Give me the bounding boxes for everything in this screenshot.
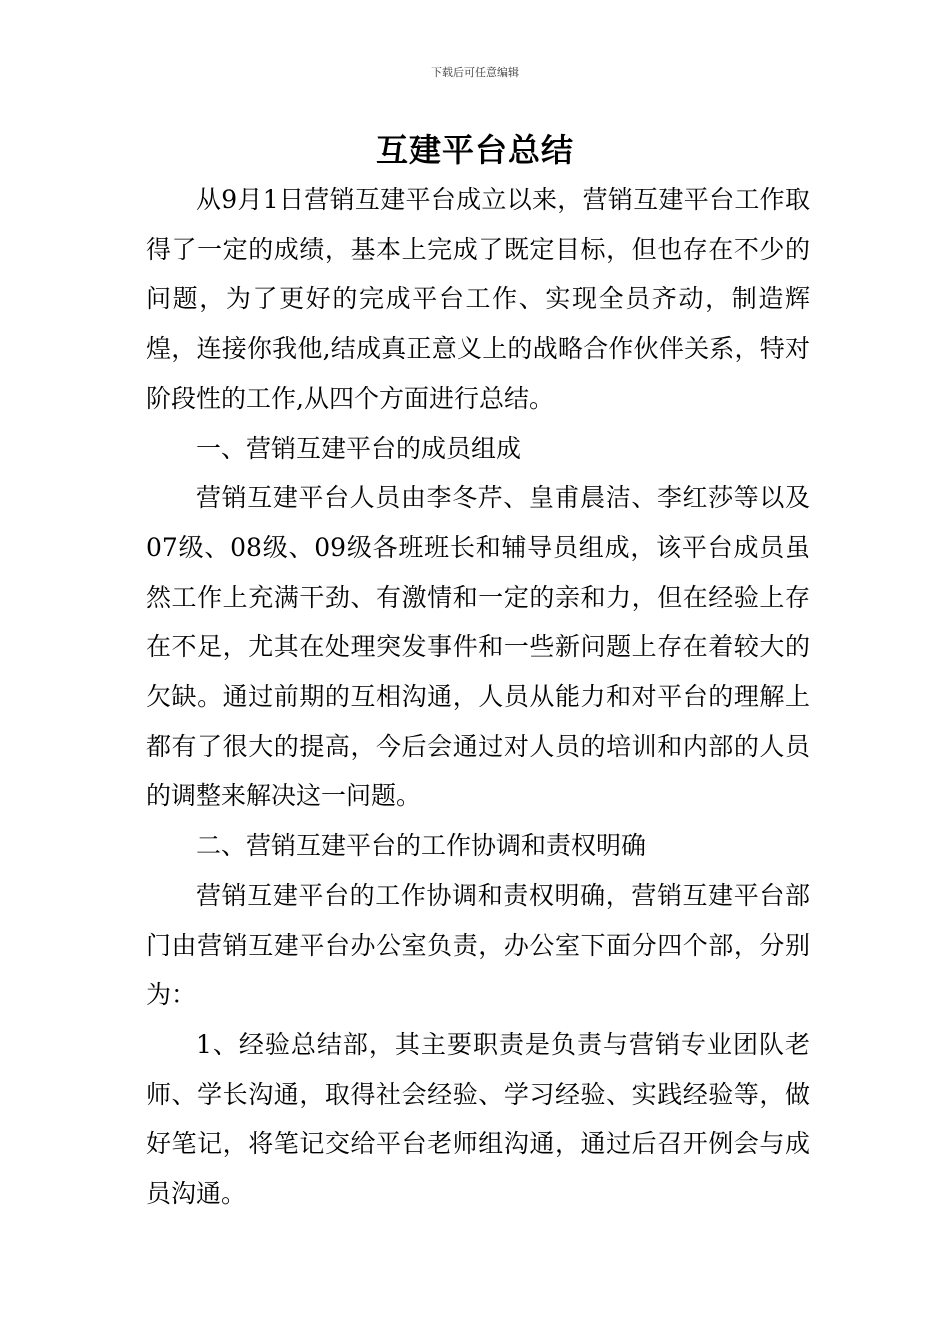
- paragraph-experience-dept: 1、经验总结部，其主要职责是负责与营销专业团队老师、学长沟通，取得社会经验、学习经验、实践经验等，做好笔记，将笔记交给平台老师组沟通，通过后召开例会与成员沟通。: [146, 1029, 810, 1209]
- paragraph-intro: 从9月1日营销互建平台成立以来，营销互建平台工作取得了一定的成绩，基本上完成了既定目标，但也存在不少的问题，为了更好的完成平台工作、实现全员齐动，制造辉煌，连接你我他,结成真正意义上的战略合作伙伴关系，特对阶段性的工作,从四个方面进行总结。: [146, 185, 810, 413]
- section-heading-1: 一、营销互建平台的成员组成: [196, 433, 522, 463]
- section-heading-2: 二、营销互建平台的工作协调和责权明确: [196, 831, 647, 861]
- paragraph-coordination: 营销互建平台的工作协调和责权明确，营销互建平台部门由营销互建平台办公室负责，办公室下面分四个部，分别为：: [146, 880, 810, 1010]
- paragraph-members: 营销互建平台人员由李冬芹、皇甫晨洁、李红莎等以及07级、08级、09级各班班长和辅导员组成，该平台成员虽然工作上充满干劲、有激情和一定的亲和力，但在经验上存在不足，尤其在处理突发事件和一些新问题上存在着较大的欠缺。通过前期的互相沟通，人员从能力和对平台的理解上都有了很大的提高，今后会通过对人员的培训和内部的人员的调整来解决这一问题。: [146, 483, 810, 811]
- document-title: 互建平台总结: [375, 131, 574, 169]
- header-note: 下载后可任意编辑: [431, 66, 519, 79]
- document-body: [146, 175, 810, 1219]
